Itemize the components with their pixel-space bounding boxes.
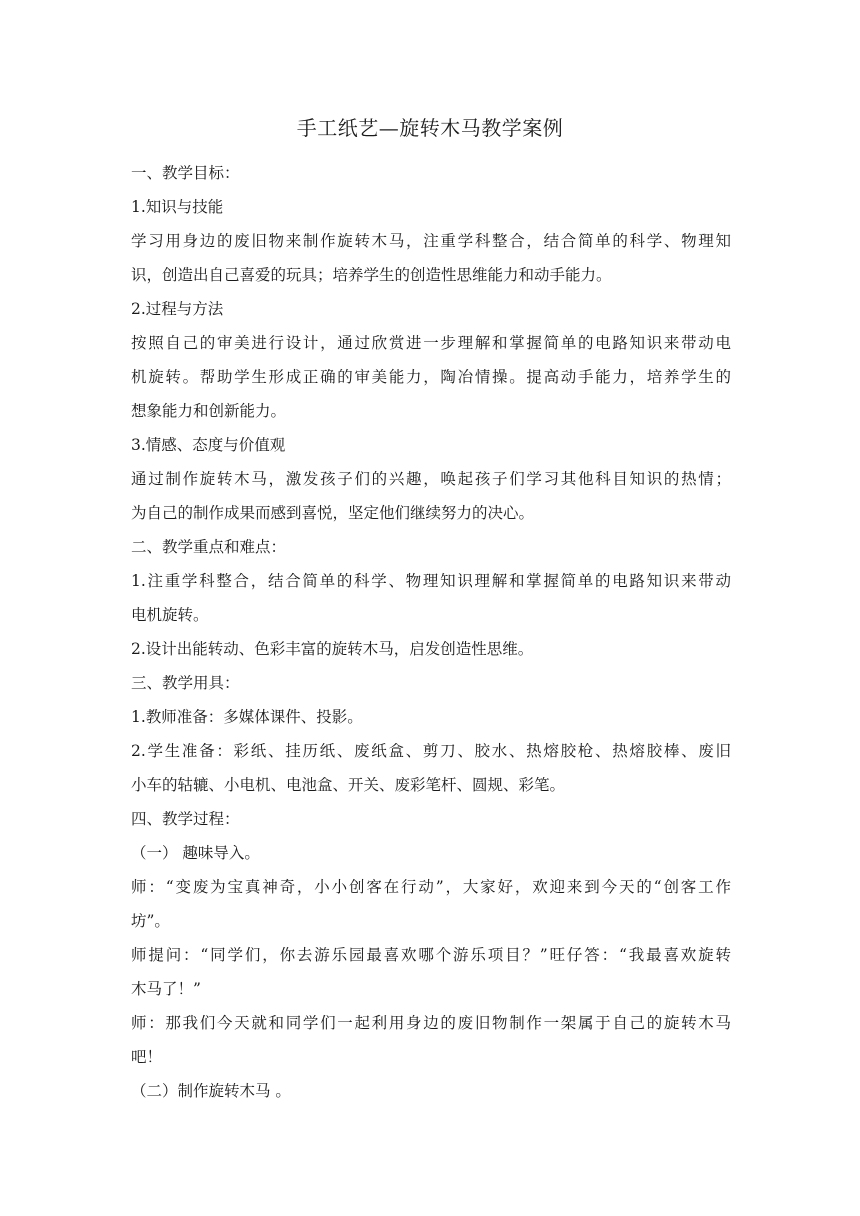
body-line: 一、教学目标： xyxy=(131,164,240,182)
body-line: 小车的轱辘、小电机、电池盒、开关、废彩笔杆、圆规、彩笔。 xyxy=(131,776,566,794)
body-line: 师：那我们今天就和同学们一起利用身边的废旧物制作一架属于自己的旋转木马 xyxy=(131,1014,731,1032)
body-line: 3.情感、态度与价值观 xyxy=(131,436,286,454)
document-title: 手工纸艺—旋转木马教学案例 xyxy=(296,116,564,140)
body-line: 学习用身边的废旧物来制作旋转木马，注重学科整合，结合简单的科学、物理知 xyxy=(131,232,731,250)
body-line: 师：“变废为宝真神奇，小小创客在行动”，大家好，欢迎来到今天的“创客工作 xyxy=(131,878,731,896)
body-line: 三、教学用具： xyxy=(131,674,240,692)
body-line: 二、教学重点和难点： xyxy=(131,538,287,556)
body-line: （二）制作旋转木马 。 xyxy=(131,1082,291,1100)
body-line: 师提问：“同学们，你去游乐园最喜欢哪个游乐项目？”旺仔答：“我最喜欢旋转 xyxy=(131,946,731,964)
document-body xyxy=(131,156,731,1108)
body-line: 1.注重学科整合，结合简单的科学、物理知识理解和掌握简单的电路知识来带动 xyxy=(131,572,731,590)
body-line: 坊”。 xyxy=(131,912,170,930)
body-line: 通过制作旋转木马，激发孩子们的兴趣，唤起孩子们学习其他科目知识的热情； xyxy=(131,470,731,488)
body-line: 想象能力和创新能力。 xyxy=(131,402,287,420)
body-line: 电机旋转。 xyxy=(131,606,209,624)
body-line: 木马了！” xyxy=(131,980,201,998)
body-line: 吧！ xyxy=(131,1048,163,1066)
body-line: 机旋转。帮助学生形成正确的审美能力，陶冶情操。提高动手能力，培养学生的 xyxy=(131,368,731,386)
body-line: 1.知识与技能 xyxy=(131,198,224,216)
body-line: 四、教学过程： xyxy=(131,810,240,828)
body-line: 识，创造出自己喜爱的玩具；培养学生的创造性思维能力和动手能力。 xyxy=(131,266,612,284)
body-line: （一） 趣味导入。 xyxy=(131,844,260,862)
body-line: 按照自己的审美进行设计，通过欣赏进一步理解和掌握简单的电路知识来带动电 xyxy=(131,334,731,352)
body-line: 2.学生准备：彩纸、挂历纸、废纸盒、剪刀、胶水、热熔胶枪、热熔胶棒、废旧 xyxy=(131,742,731,760)
body-line: 1.教师准备：多媒体课件、投影。 xyxy=(131,708,363,726)
body-line: 2.过程与方法 xyxy=(131,300,224,318)
body-line: 2.设计出能转动、色彩丰富的旋转木马，启发创造性思维。 xyxy=(131,640,534,658)
body-line: 为自己的制作成果而感到喜悦，坚定他们继续努力的决心。 xyxy=(131,504,535,522)
